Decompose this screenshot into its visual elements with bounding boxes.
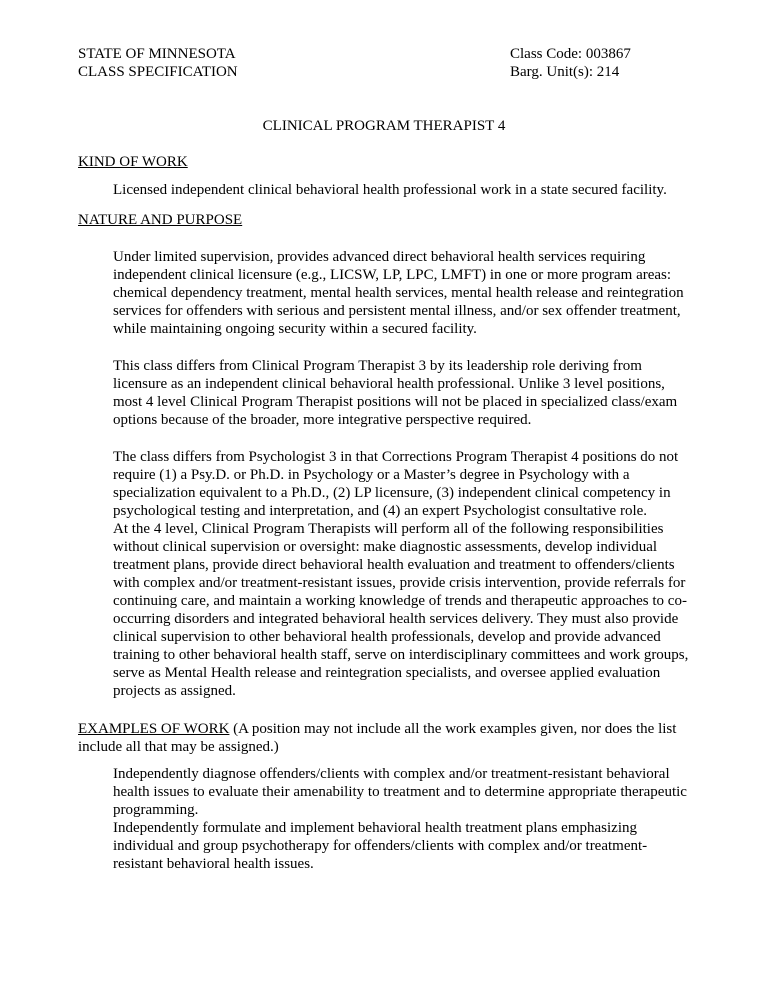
header-code-block	[510, 45, 631, 81]
example-line: health issues to evaluate their amenability to treatment and to determine appropriate therapeutic	[113, 784, 687, 800]
paragraph-line: clinical supervision to other behavioral health professionals, develop and provide advanced	[113, 629, 661, 645]
paragraph-line: serve as Mental Health release and reintegration specialists, and oversee applied evaluation	[113, 665, 661, 681]
kind-of-work-paragraph	[113, 181, 693, 199]
paragraph-line: independent clinical licensure (e.g., LICSW, LP, LPC, LMFT) in one or more program areas:	[113, 267, 672, 283]
paragraph-line: occurring disorders and integrated behavioral health services delivery. They must also provide	[113, 611, 679, 627]
example-line: resistant behavioral health issues.	[113, 856, 314, 872]
header-class-code: Class Code: 003867	[510, 46, 631, 62]
paragraph-line: Under limited supervision, provides advanced direct behavioral health services requiring	[113, 249, 646, 265]
examples-of-work-title: EXAMPLES OF WORK	[78, 721, 230, 737]
example-line: Independently diagnose offenders/clients with complex and/or treatment-resistant behavioral	[113, 766, 670, 782]
paragraph-line: with complex and/or treatment-resistant issues, provide crisis intervention, provide referrals for	[113, 575, 686, 591]
examples-list	[113, 765, 693, 873]
header-bargaining-unit: Barg. Unit(s): 214	[510, 64, 620, 80]
paragraph-line: At the 4 level, Clinical Program Therapists will perform all of the following responsibilities	[113, 521, 664, 537]
paragraph-line: licensure as an independent clinical behavioral health professional. Unlike 3 level positions,	[113, 376, 665, 392]
example-line: Independently formulate and implement behavioral health treatment plans emphasizing	[113, 820, 637, 836]
paragraph-line: while maintaining ongoing security within a secured facility.	[113, 321, 477, 337]
nature-paragraph-2	[113, 357, 693, 429]
paragraph-line: The class differs from Psychologist 3 in that Corrections Program Therapist 4 positions do not	[113, 449, 679, 465]
paragraph-line: options because of the broader, more integrative perspective required.	[113, 412, 532, 428]
example-line: programming.	[113, 802, 199, 818]
examples-of-work-note-continued: include all that may be assigned.)	[78, 739, 279, 755]
paragraph-line: psychological testing and interpretation, and (4) an expert Psychologist consultative role.	[113, 503, 648, 519]
header-doc-type: CLASS SPECIFICATION	[78, 64, 238, 80]
header-agency-block	[78, 45, 238, 81]
paragraph-line: continuing care, and maintain a working knowledge of trends and therapeutic approaches to co-	[113, 593, 687, 609]
paragraph-line: require (1) a Psy.D. or Ph.D. in Psychology or a Master’s degree in Psychology with a	[113, 467, 630, 483]
paragraph-line: Licensed independent clinical behavioral health professional work in a state secured facility.	[113, 182, 667, 198]
nature-paragraph-1	[113, 248, 693, 338]
header-agency-name: STATE OF MINNESOTA	[78, 46, 236, 62]
kind-of-work-heading: KIND OF WORK	[78, 154, 188, 170]
nature-and-purpose-heading: NATURE AND PURPOSE	[78, 212, 243, 228]
paragraph-line: training to other behavioral health staff, serve on interdisciplinary committees and work groups,	[113, 647, 689, 663]
example-item	[113, 765, 693, 819]
paragraph-line: This class differs from Clinical Program Therapist 3 by its leadership role deriving from	[113, 358, 642, 374]
paragraph-line: treatment plans, provide direct behavioral health evaluation and treatment to offenders/clients	[113, 557, 675, 573]
paragraph-line: projects as assigned.	[113, 683, 236, 699]
example-item	[113, 819, 693, 873]
paragraph-line: most 4 level Clinical Program Therapist positions will not be placed in specialized class/exam	[113, 394, 678, 410]
examples-of-work-note: (A position may not include all the work examples given, nor does the list	[229, 721, 677, 737]
page-title: CLINICAL PROGRAM THERAPIST 4	[262, 118, 506, 134]
nature-paragraph-3	[113, 448, 693, 520]
example-line: individual and group psychotherapy for offenders/clients with complex and/or treatment-	[113, 838, 648, 854]
nature-paragraph-4	[113, 520, 693, 700]
examples-of-work-heading	[78, 720, 698, 756]
paragraph-line: without clinical supervision or oversight: make diagnostic assessments, develop individual	[113, 539, 658, 555]
paragraph-line: chemical dependency treatment, mental health services, mental health release and reintegration	[113, 285, 684, 301]
paragraph-line: specialization equivalent to a Ph.D., (2) LP licensure, (3) independent clinical competency in	[113, 485, 671, 501]
paragraph-line: services for offenders with serious and persistent mental illness, and/or sex offender treatment,	[113, 303, 681, 319]
